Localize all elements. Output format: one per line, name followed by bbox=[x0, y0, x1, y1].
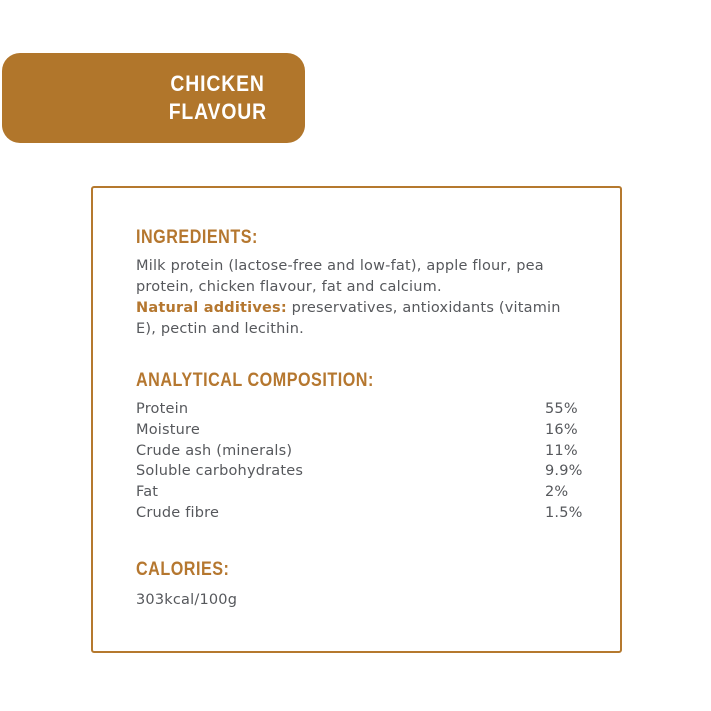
composition-label: Soluble carbohydrates bbox=[136, 463, 304, 480]
composition-value: 2% bbox=[545, 484, 569, 501]
composition-value: 16% bbox=[545, 421, 578, 438]
flavour-badge-line2: FLAVOUR bbox=[168, 99, 268, 124]
ingredients-text bbox=[136, 256, 571, 340]
ingredients-main-text: Milk protein (lactose-free and low-fat), apple flour, pea protein, chicken flavour, fat and calcium. bbox=[136, 258, 544, 295]
table-row bbox=[136, 461, 583, 482]
calories-value: 303kcal/100g bbox=[136, 591, 238, 608]
calories-heading: CALORIES: bbox=[136, 558, 230, 580]
table-row bbox=[136, 420, 578, 441]
table-row bbox=[136, 482, 571, 503]
label-info-panel bbox=[91, 186, 622, 653]
natural-additives-label: Natural additives: bbox=[136, 300, 287, 316]
table-row bbox=[136, 503, 583, 524]
analytical-composition-heading: ANALYTICAL COMPOSITION: bbox=[136, 370, 374, 391]
natural-additives-text: preservatives, antioxidants (vitamin E), pectin and lecithin. bbox=[136, 300, 561, 337]
table-row bbox=[136, 399, 578, 420]
ingredients-heading: INGREDIENTS: bbox=[136, 227, 258, 248]
composition-label: Moisture bbox=[136, 421, 201, 438]
composition-value: 9.9% bbox=[545, 463, 583, 480]
flavour-badge bbox=[2, 53, 305, 143]
composition-value: 1.5% bbox=[545, 504, 583, 521]
composition-label: Crude ash (minerals) bbox=[136, 442, 293, 459]
composition-table bbox=[136, 399, 583, 524]
composition-value: 11% bbox=[545, 442, 578, 459]
composition-value: 55% bbox=[545, 401, 578, 417]
table-row bbox=[136, 441, 578, 462]
composition-label: Protein bbox=[136, 401, 189, 417]
composition-label: Crude fibre bbox=[136, 504, 220, 521]
composition-label: Fat bbox=[136, 484, 159, 501]
flavour-badge-line1: CHICKEN bbox=[170, 71, 266, 96]
